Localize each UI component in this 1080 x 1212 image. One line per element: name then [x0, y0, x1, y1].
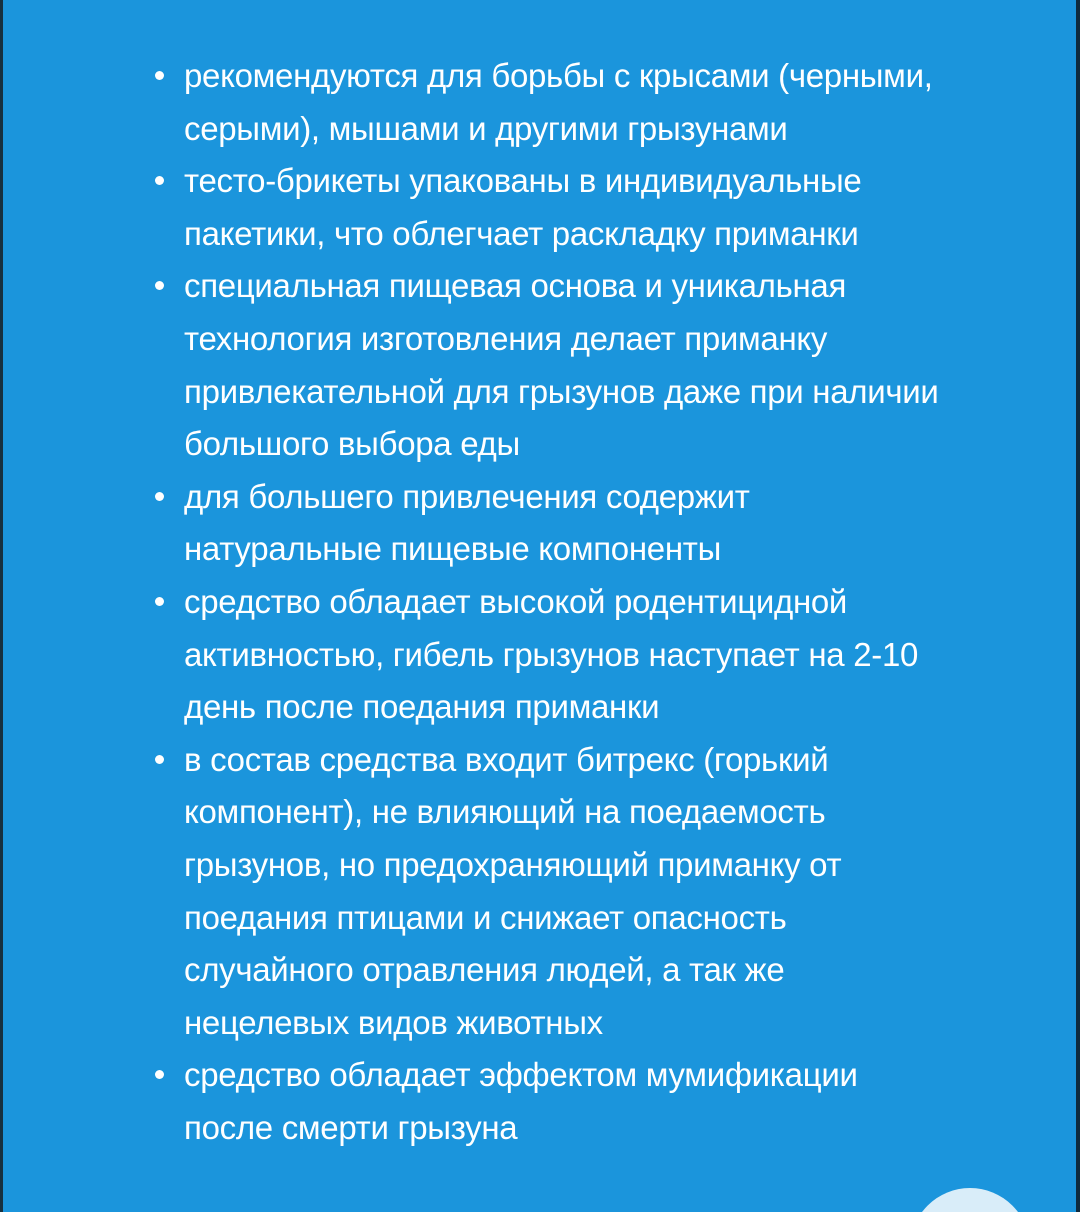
- bullet-dot-icon: [155, 597, 164, 606]
- floating-action-button[interactable]: [910, 1188, 1030, 1212]
- list-item: [150, 734, 940, 1050]
- list-item-text: тесто-брикеты упакованы в индивидуальные пакетики, что облегчает раскладку приманки: [184, 162, 862, 252]
- right-edge: [1076, 0, 1080, 1212]
- list-item-text: рекомендуются для борьбы с крысами (черными, серыми), мышами и другими грызунами: [184, 57, 933, 147]
- feature-list: [150, 50, 940, 1154]
- list-item-text: средство обладает высокой родентицидной активностью, гибель грызунов наступает на 2-10 день после поедания приманки: [184, 582, 919, 726]
- bullet-dot-icon: [155, 755, 164, 764]
- bullet-dot-icon: [155, 492, 164, 501]
- list-item-text: специальная пищевая основа и уникальная технология изготовления делает приманку привлекательной для грызунов даже при наличии большого выбора еды: [184, 267, 939, 463]
- left-edge: [0, 0, 3, 1212]
- bullet-dot-icon: [155, 71, 164, 80]
- list-item: [150, 1049, 940, 1154]
- list-item: [150, 576, 940, 734]
- bullet-dot-icon: [155, 1070, 164, 1079]
- bullet-dot-icon: [155, 281, 164, 290]
- list-item: [150, 471, 940, 576]
- list-item: [150, 260, 940, 470]
- list-item-text: средство обладает эффектом мумификации после смерти грызуна: [184, 1056, 858, 1146]
- list-item: [150, 155, 940, 260]
- bullet-dot-icon: [155, 176, 164, 185]
- list-item-text: в состав средства входит битрекс (горький компонент), не влияющий на поедаемость грызунов, но предохраняющий приманку от поедания птицами и снижает опасность случайного отравления людей, а так же нецелевых видов животных: [184, 740, 842, 1041]
- list-item-text: для большего привлечения содержит натуральные пищевые компоненты: [184, 477, 750, 568]
- list-item: [150, 50, 940, 155]
